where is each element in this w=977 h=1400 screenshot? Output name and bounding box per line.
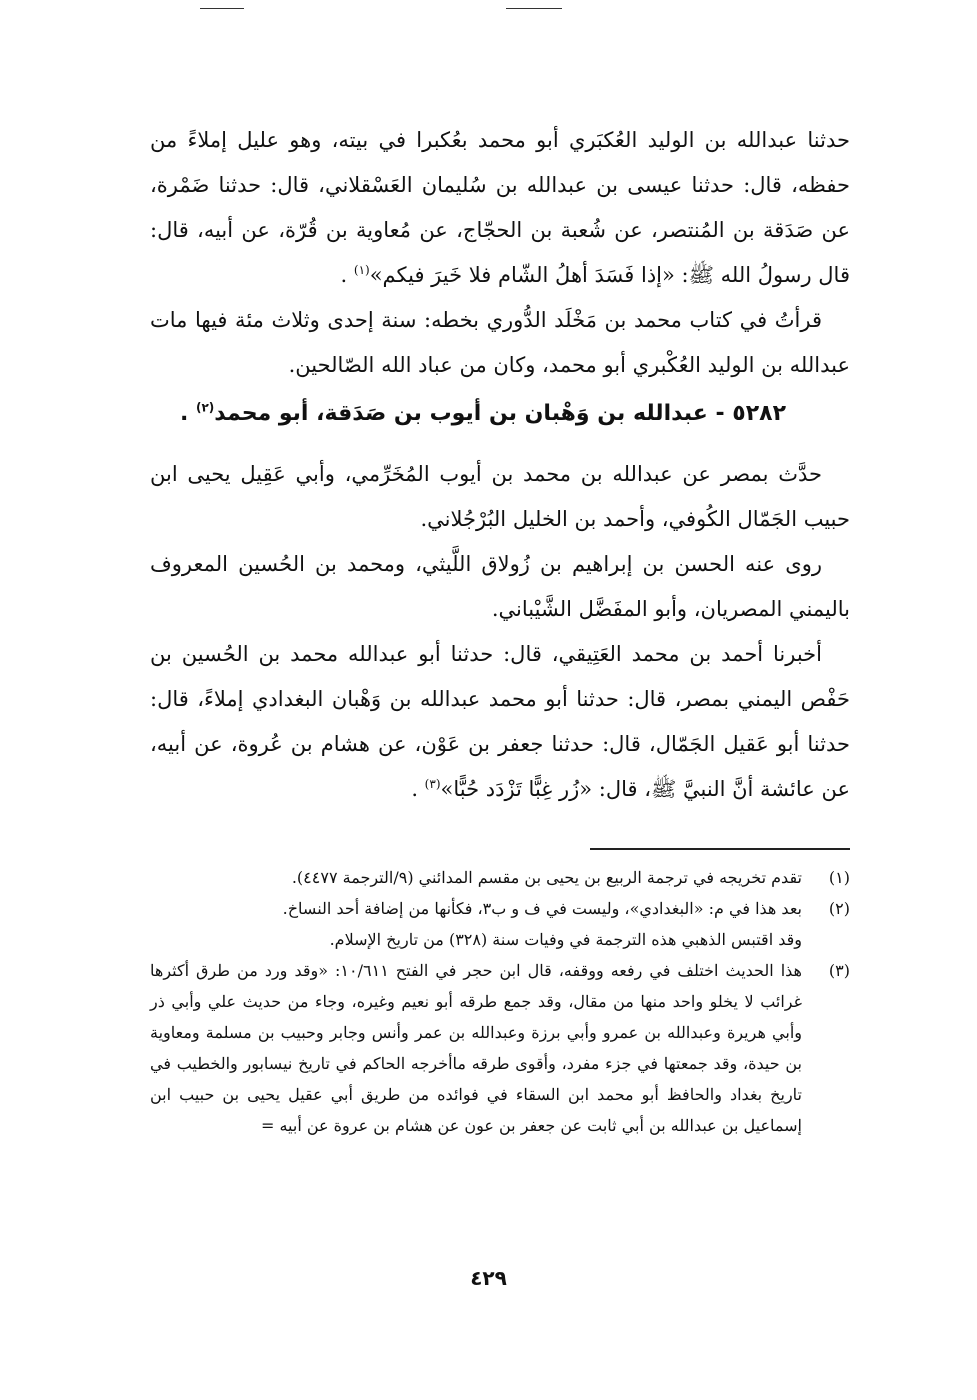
footnote-body [150, 893, 802, 955]
footnote-number: (٣) [828, 961, 850, 980]
footnote-body [150, 862, 802, 893]
footnote-separator [590, 848, 850, 850]
footnote-3 [150, 955, 850, 1141]
footnote-line: وقد اقتبس الذهبي هذه الترجمة في وفيات سنة (٣٢٨) من تاريخ الإسلام. [329, 930, 802, 949]
entry-heading: ٥٢٨٢ - عبدالله بن وَهْبان بن أيوب بن صَدَقة، أبو محمد$^{(٢)}$ . [179, 400, 786, 426]
top-rule-left [200, 8, 244, 9]
footnote-number: (١) [828, 868, 850, 887]
paragraph-5-text: أخبرنا أحمد بن محمد العَتِيقي، قال: حدثنا أبو عبدالله محمد بن الحُسين بن حَفْص اليمني بمصر، قال: حدثنا أبو محمد عبدالله بن وَهْبان البغدادي إملاءً، قال: حدثنا أبو عَقيل الجَمّال، قال: حدثنا جعفر بن عَوْن، عن هشام بن عُروة، عن أبيه، عن عائشة أنَّ النبيَّ ﷺ، قال: «زُر غِبًّا تَزْدَد حُبًّا» [150, 642, 850, 801]
footnote-line: تقدم تخريجه في ترجمة الربيع بن يحيى بن مقسم المدائني (٩/الترجمة ٤٤٧٧). [291, 868, 802, 887]
paragraph-1-text: حدثنا عبدالله بن الوليد العُكبَري أبو محمد بعُكبرا في بيته، وهو عليل إملاءً من حفظه، قال: حدثنا عيسى بن عبدالله بن سُليمان العَسْقلاني، قال: حدثنا ضَمْرة، عن صَدَقة بن المُنتصر، عن شُعبة بن الحجّاج، عن مُعاوية بن قُرّة، عن أبيه، قال: قال رسولُ الله ﷺ: «إذا فَسَدَ أهلُ الشّام فلا خَيرَ فيكم» [150, 128, 850, 287]
entry-heading-text: ٥٢٨٢ - عبدالله بن وَهْبان بن أيوب بن صَدَقة، أبو محمد [214, 401, 786, 426]
footnote-body [150, 955, 802, 1141]
paragraph-4: روى عنه الحسن بن إبراهيم بن زُولاق اللَّيثي، ومحمد بن الحُسين المعروف باليمني المصريان، وأبو المفَضَّل الشَّيْباني. [150, 552, 850, 621]
footnote-line: بعد هذا في م: «البغدادي»، وليست في ف و ب٣، فكأنها من إضافة أحد النساخ. [282, 899, 802, 918]
paragraph-3: حدَّث بمصر عن عبدالله بن محمد بن أيوب المُخَرِّمي، وأبي عَقِيل يحيى ابن حبيب الجَمّال الكُوفي، وأحمد بن الخليل البُرْجُلاني. [150, 462, 850, 531]
note-ref-1: (١) [353, 263, 370, 277]
note-ref-3: (٣) [424, 777, 441, 791]
footnote-line: هذا الحديث اختلف في رفعه ووقفه، قال ابن حجر في الفتح ١٠/٦١١: «وقد ورد من طرق أكثرها غرائب لا يخلو واحد منها من مقال، وقد جمع طرقه أبو نعيم وغيره، وجاء من حديث علي وأبي ذر وأبي هريرة وعبدالله بن عمرو وأبي برزة وعبدالله بن عمر وأنس وجابر وحبيب بن مسلمة ومعاوية بن حيدة، وقد جمعتها في جزء مفرد، وأقوى طرقه ماأخرجه الحاكم في تاريخ نيسابور والخطيب في تاريخ بغداد والحافظ أبو محمد ابن السقاء في فوائده من طريق أبي عقيل يحيى بن حبيب ابن إسماعيل بن عبدالله بن أبي ثابت عن جعفر بن عون عن هشام بن عروة عن أبيه = [150, 961, 802, 1135]
footnote-1 [150, 862, 850, 893]
page-number: ٤٢٩ [470, 1266, 507, 1290]
paragraph-1: حدثنا عبدالله بن الوليد العُكبَري أبو محمد بعُكبرا في بيته، وهو عليل إملاءً من حفظه، قال: حدثنا عيسى بن عبدالله بن سُليمان العَسْقلاني، قال: حدثنا ضَمْرة، عن صَدَقة بن المُنتصر، عن شُعبة بن الحجّاج، عن مُعاوية بن قُرّة، عن أبيه، قال: قال رسولُ الله ﷺ: «إذا فَسَدَ أهلُ الشّام فلا خَيرَ فيكم»$^{(١)}$ . [150, 128, 850, 287]
footnote-2 [150, 893, 850, 955]
paragraph-2: قرأتُ في كتاب محمد بن مَخْلَد الدُّوري بخطه: سنة إحدى وثلاث مئة فيها مات عبدالله بن الوليد العُكْبري أبو محمد، وكان من عباد الله الصّالحين. [150, 308, 850, 377]
main-text [150, 118, 850, 812]
paragraph-5: أخبرنا أحمد بن محمد العَتِيقي، قال: حدثنا أبو عبدالله محمد بن الحُسين بن حَفْص اليمني بمصر، قال: حدثنا أبو محمد عبدالله بن وَهْبان البغدادي إملاءً، قال: حدثنا أبو عَقيل الجَمّال، قال: حدثنا جعفر بن عَوْن، عن هشام بن عُروة، عن أبيه، عن عائشة أنَّ النبيَّ ﷺ، قال: «زُر غِبًّا تَزْدَد حُبًّا»$^{(٣)}$ . [150, 642, 850, 801]
footnotes [150, 862, 850, 1141]
footnote-number: (٢) [828, 899, 850, 918]
heading-note-ref: (٢) [195, 400, 215, 415]
top-rule-center [506, 8, 562, 9]
